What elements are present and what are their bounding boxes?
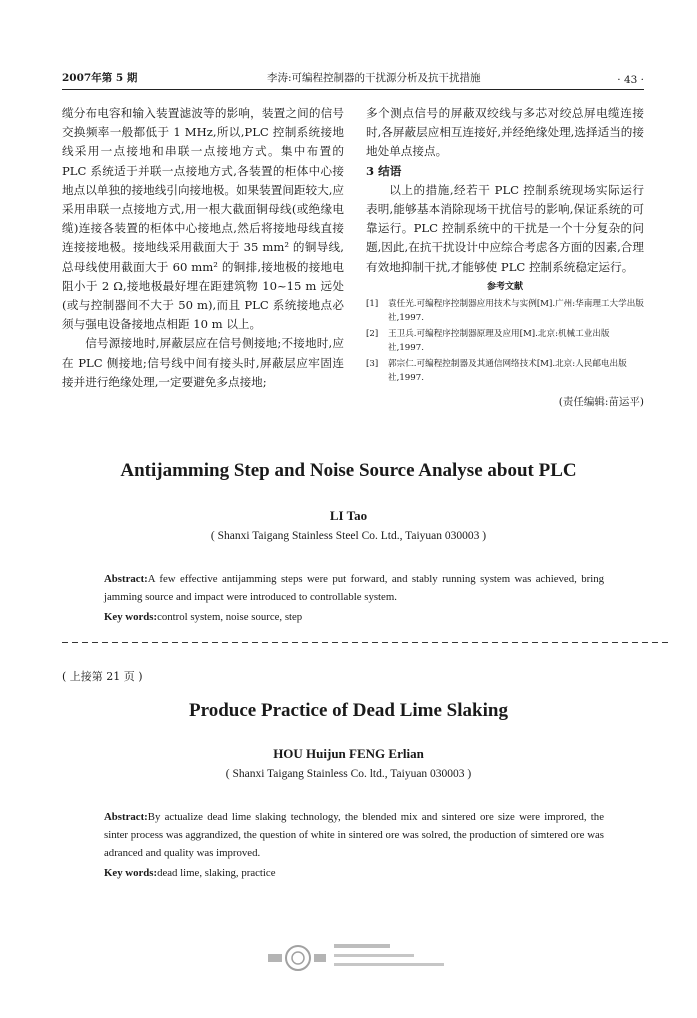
keywords-text: control system, noise source, step bbox=[157, 611, 303, 623]
reference-item bbox=[366, 327, 644, 355]
keywords-label: Key words: bbox=[104, 611, 158, 623]
reference-item bbox=[366, 297, 644, 325]
article2-keywords bbox=[104, 864, 604, 882]
left-column bbox=[62, 104, 344, 392]
issue-label: 2007年第 5 期 bbox=[62, 72, 138, 84]
abstract-label: Abstract: bbox=[104, 811, 148, 823]
reference-number: [1] bbox=[366, 298, 379, 309]
running-title: 李涛:可编程控制器的干扰源分析及抗干扰措施 bbox=[267, 72, 481, 84]
abstract-label: Abstract: bbox=[104, 573, 148, 585]
keywords-text: dead lime, slaking, practice bbox=[157, 867, 276, 879]
article2-author: HOU Huijun FENG Erlian bbox=[273, 746, 424, 761]
section-heading-conclusion: 3 结语 bbox=[366, 163, 402, 178]
running-header bbox=[62, 68, 644, 90]
right-paragraph-2: 以上的措施,经若干 PLC 控制系统现场实际运行表明,能够基本消除现场干扰信号的影响,保证系统的可靠运行。PLC 控制系统中的干扰是一个十分复杂的问题,因此,在抗干扰设计中应综合考虑各方面的因素,合理有效地抑制干扰,才能够使 PLC 控制系统稳定运行。 bbox=[366, 182, 644, 274]
publisher-logo-watermark bbox=[262, 938, 452, 978]
article2-affiliation: ( Shanxi Taigang Stainless Co. ltd., Taiyuan 030003 ) bbox=[225, 768, 472, 780]
article1-author: LI Tao bbox=[329, 508, 368, 523]
article1-keywords bbox=[104, 608, 604, 626]
article1-title: Antijamming Step and Noise Source Analyse about PLC bbox=[120, 460, 577, 481]
abstract-text: A few effective antijamming steps were put forward, and stably running system was achieved, bring jamming source and impact were introduced to controllable system. bbox=[104, 573, 604, 603]
responsible-editor: (责任编辑:苗运平) bbox=[558, 395, 644, 408]
continued-note: ( 上接第 21 页 ) bbox=[62, 670, 143, 683]
references-title: 参考文献 bbox=[486, 281, 523, 292]
article1-affiliation: ( Shanxi Taigang Stainless Steel Co. Ltd., Taiyuan 030003 ) bbox=[210, 530, 487, 542]
page-number: · 43 · bbox=[617, 74, 644, 86]
reference-text: 王卫兵.可编程序控制器原理及应用[M].北京:机械工业出版社,1997. bbox=[388, 328, 610, 353]
left-paragraph-2: 信号源接地时,屏蔽层应在信号侧接地;不接地时,应在 PLC 侧接地;信号线中间有接头时,屏蔽层应牢固连接并进行绝缘处理,一定要避免多点接地; bbox=[62, 336, 344, 389]
article1-abstract bbox=[104, 570, 604, 606]
reference-text: 袁任光.可编程序控制器应用技术与实例[M].广州:华南理工大学出版社,1997. bbox=[388, 298, 644, 323]
keywords-label: Key words: bbox=[104, 867, 158, 879]
article2-abstract bbox=[104, 808, 604, 862]
abstract-text: By actualize dead lime slaking technology, the blended mix and sintered ore size were improred, the sinter process was aggrandized, the question of white in sintered ore was solred, the production of simtered ore was adranced and quality was improved. bbox=[104, 811, 604, 859]
reference-item bbox=[366, 357, 644, 385]
header-rule bbox=[62, 89, 644, 90]
right-paragraph-1: 多个测点信号的屏蔽双绞线与多芯对绞总屏电缆连接时,各屏蔽层应相互连接好,并经绝缘处理,选择适当的接地处单点接点。 bbox=[366, 106, 644, 159]
left-paragraph-1: 缆分布电容和输入装置滤波等的影响，装置之间的信号交换频率一般都低于 1 MHz,所以,PLC 控制系统接地线采用一点接地和串联一点接地方式。集中布置的 PLC 系统适于并联一点接地方式,各装置的柜体中心接地点以单独的接地线引向接地极。如果装置间距较大,应采用串联一点接地方式,用一根大截面铜母线(或绝缘电缆)连接各装置的柜体中心接地点,然后将接地母线直接连接接地极。接地线采用截面大于 35 mm² 的铜导线,总母线使用截面大于 60 mm² 的铜排,接地极的接地电阻小于 2 Ω,接地极最好埋在距建筑物 10~15 m 远处(或与控制器间不大于 50 m),而且 PLC 系统接地点必须与强电设备接地点相距 10 m 以上。 bbox=[62, 106, 344, 332]
article2-title: Produce Practice of Dead Lime Slaking bbox=[189, 700, 508, 721]
reference-text: 郭宗仁.可编程控制器及其通信网络技术[M].北京:人民邮电出版社,1997. bbox=[388, 358, 627, 383]
reference-number: [2] bbox=[366, 328, 379, 339]
section-divider bbox=[62, 638, 668, 646]
right-column bbox=[366, 104, 644, 412]
reference-number: [3] bbox=[366, 358, 379, 369]
